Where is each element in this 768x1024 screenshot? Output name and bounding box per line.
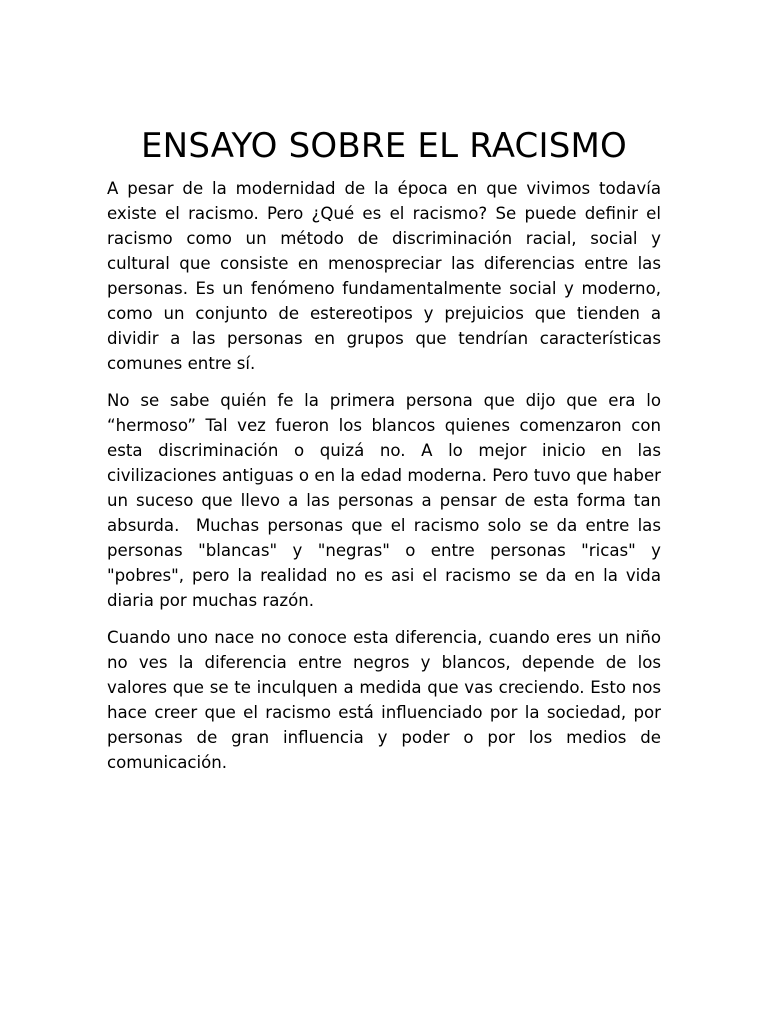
document-title: ENSAYO SOBRE EL RACISMO: [141, 126, 627, 166]
paragraph-1: A pesar de la modernidad de la época en que vivimos todavía existe el racismo. Pero ¿Qué es el racismo? Se puede definir el racismo como un método de discriminación racial, social y cultural que consiste en menospreciar las diferencias entre las personas. Es un fenómeno fundamentalmente social y moderno, como un conjunto de estereotipos y prejuicios que tienden a dividir a las personas en grupos que tendrían características comunes entre sí.: [107, 179, 667, 373]
document-page: [107, 126, 667, 787]
paragraph-2: No se sabe quién fe la primera persona que dijo que era lo “hermoso” Tal vez fueron los blancos quienes comenzaron con esta discriminación o quizá no. A lo mejor inicio en las civilizaciones antiguas o en la edad moderna. Pero tuvo que haber un suceso que llevo a las personas a pensar de esta forma tan absurda. Muchas personas que el racismo solo se da entre las personas "blancas" y "negras" o entre personas "ricas" y "pobres", pero la realidad no es asi el racismo se da en la vida diaria por muchas razón.: [107, 391, 667, 610]
paragraph-3: Cuando uno nace no conoce esta diferencia, cuando eres un niño no ves la diferencia entre negros y blancos, depende de los valores que se te inculquen a medida que vas creciendo. Esto nos hace creer que el racismo está influenciado por la sociedad, por personas de gran influencia y poder o por los medios de comunicación.: [107, 628, 667, 772]
